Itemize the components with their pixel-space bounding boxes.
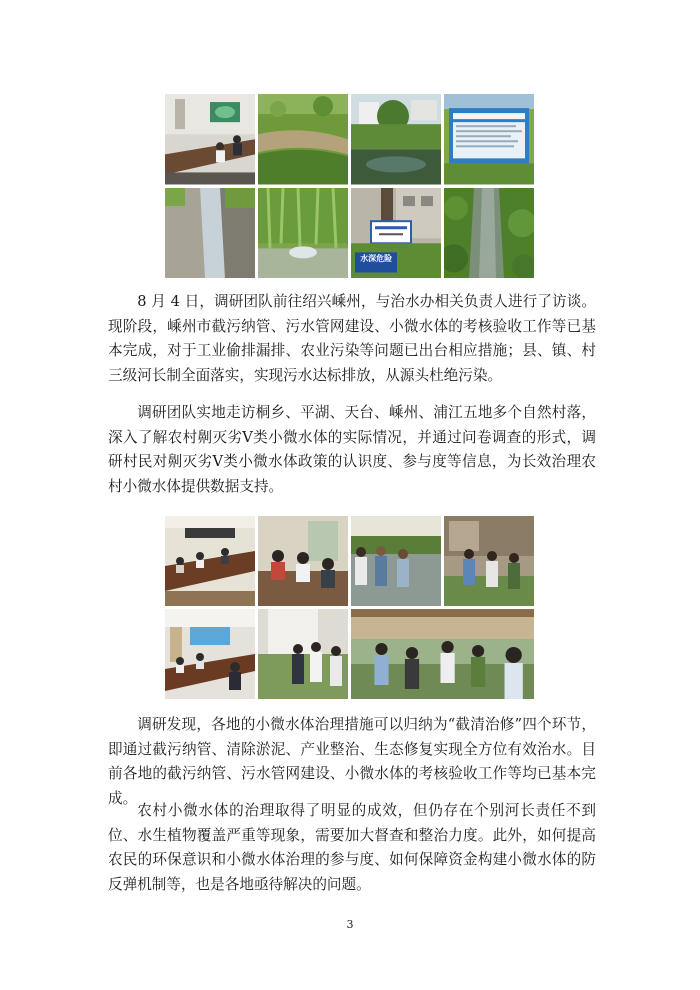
photo-danger-sign <box>351 188 441 279</box>
paragraph-3: 调研发现，各地的小微水体治理措施可以归纳为“截清治修”四个环节，即通过截污纳管、清除淤泥、产业整治、生态修复实现全方位有效治水。目前各地的截污纳管、污水管网建设、小微水体的考核验收工作等均已基本完成。 <box>108 716 596 807</box>
paragraph-1: 8 月 4 日，调研团队前往绍兴嵊州，与治水办相关负责人进行了访谈。现阶段，嵊州市截污纳管、污水管网建设、小微水体的考核验收工作等已基本完成，对于工业偷排漏排、农业污染等问题已出台相应措施；县、镇、村三级河长制全面落实，实现污水达标排放，从源头杜绝污染。 <box>108 293 596 384</box>
photo-large-meeting <box>165 609 255 699</box>
photo-collage-bottom <box>165 516 534 699</box>
danger-sign-label: 水深危险 <box>360 253 393 263</box>
photo-willow-stream <box>258 188 348 279</box>
photo-conference-table <box>165 516 255 606</box>
photo-vegetated-ditch <box>444 188 534 279</box>
photo-collage-top <box>165 94 534 278</box>
photo-village-pond <box>351 94 441 185</box>
photo-pond-visit <box>351 516 441 606</box>
photo-grassy-bank <box>258 94 348 185</box>
photo-meeting-room <box>165 94 255 185</box>
paragraph-4: 农村小微水体的治理取得了明显的成效，但仍存在个别河长责任不到位、水生植物覆盖严重等现象，需要加大督查和整治力度。此外，如何提高农民的环保意识和小微水体治理的参与度、如何保障资金构建小微水体的防反弹机制等，也是各地亟待解决的问题。 <box>108 802 596 893</box>
photo-interview-office <box>258 516 348 606</box>
photo-courtyard-talk <box>258 609 348 699</box>
paragraph-2: 调研团队实地走访桐乡、平湖、天台、嵊州、浦江五地多个自然村落，深入了解农村劓灭劣Ⅴ类小微水体的实际情况，并通过问卷调查的形式，调研村民对劓灭劣Ⅴ类小微水体政策的认识度、参与度等信息，为长效治理农村小微水体提供数据支持。 <box>108 404 596 495</box>
photo-garden-group <box>351 609 534 699</box>
photo-notice-board <box>444 94 534 185</box>
photo-stone-canal <box>165 188 255 279</box>
page-number: 3 <box>346 918 354 931</box>
photo-village-visit <box>444 516 534 606</box>
